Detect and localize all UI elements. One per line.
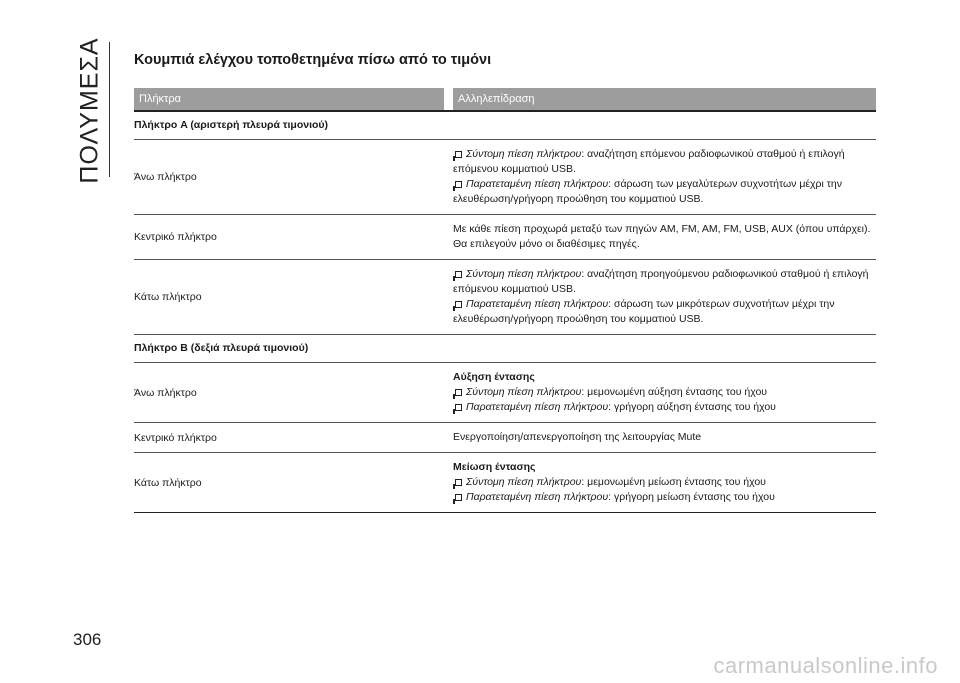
header-keys: Πλήκτρα xyxy=(134,88,444,110)
interaction-text: Με κάθε πίεση προχωρά μεταξύ των πηγών AM, FM, AM, FM, USB, AUX (όπου υπάρχει). Θα επιλεγούν μόνο οι διαθέσιμες πηγές. xyxy=(453,223,871,250)
interaction-cell xyxy=(453,453,876,512)
interaction-text: Ενεργοποίηση/απενεργοποίηση της λειτουργίας Mute xyxy=(453,431,702,443)
section-title: Πλήκτρο B (δεξιά πλευρά τιμονιού) xyxy=(134,335,876,363)
key-name: Κεντρικό πλήκτρο xyxy=(134,231,217,243)
interaction-cell xyxy=(453,215,876,259)
key-name: Άνω πλήκτρο xyxy=(134,386,197,399)
interaction-item xyxy=(453,177,876,207)
side-divider xyxy=(109,42,110,177)
press-type-label: Παρατεταμένη πίεση πλήκτρου xyxy=(466,298,609,310)
press-type-label: Παρατεταμένη πίεση πλήκτρου xyxy=(466,178,609,190)
press-action-text: : μεμονωμένη μείωση έντασης του ήχου xyxy=(581,476,766,488)
interaction-item xyxy=(453,147,876,177)
key-press-icon xyxy=(455,271,462,278)
interaction-cell xyxy=(453,363,876,422)
table-row xyxy=(134,453,876,513)
page-number: 306 xyxy=(73,630,102,649)
table-row xyxy=(134,215,876,260)
interaction-cell xyxy=(453,260,876,334)
press-action-text: : αναζήτηση επόμενου ραδιοφωνικού σταθμού ή επιλογή επόμενου κομματιού USB. xyxy=(453,148,845,175)
interaction-item xyxy=(453,267,876,297)
interaction-item xyxy=(453,385,876,400)
key-press-icon xyxy=(455,494,462,501)
interaction-item xyxy=(453,400,876,415)
interaction-item xyxy=(453,475,876,490)
interaction-item xyxy=(453,297,876,327)
interaction-cell xyxy=(453,140,876,214)
key-name: Άνω πλήκτρο xyxy=(134,171,197,183)
press-action-text: : γρήγορη μείωση έντασης του ήχου xyxy=(608,491,775,503)
press-type-label: Σύντομη πίεση πλήκτρου xyxy=(466,148,582,160)
key-press-icon xyxy=(455,301,462,308)
key-press-icon xyxy=(455,151,462,158)
press-action-text: : σάρωση των μικρότερων συχνοτήτων μέχρι την ελευθέρωση/γρήγορη προώθηση του κομματιού USB. xyxy=(453,298,835,325)
key-press-icon xyxy=(455,389,462,396)
key-name: Κεντρικό πλήκτρο xyxy=(134,431,217,444)
table-row xyxy=(134,260,876,335)
key-name: Κάτω πλήκτρο xyxy=(134,476,202,489)
watermark: carmanualsonline.info xyxy=(713,653,938,678)
press-type-label: Σύντομη πίεση πλήκτρου xyxy=(466,268,582,280)
key-press-icon xyxy=(455,181,462,188)
press-type-label: Παρατεταμένη πίεση πλήκτρου xyxy=(466,491,609,503)
main-content xyxy=(134,52,876,513)
action-title: Μείωση έντασης xyxy=(453,461,536,473)
key-press-icon xyxy=(455,479,462,486)
controls-table xyxy=(134,88,876,513)
key-name: Κάτω πλήκτρο xyxy=(134,291,202,303)
table-row xyxy=(134,140,876,215)
key-press-icon xyxy=(455,404,462,411)
press-action-text: : μεμονωμένη αύξηση έντασης του ήχου xyxy=(581,386,768,398)
table-header xyxy=(134,88,876,110)
table-body xyxy=(134,112,876,513)
header-interaction: Αλληλεπίδραση xyxy=(453,88,876,110)
press-action-text: : σάρωση των μεγαλύτερων συχνοτήτων μέχρι την ελευθέρωση/γρήγορη προώθηση του κομματιού USB. xyxy=(453,178,843,205)
table-row xyxy=(134,363,876,423)
action-title: Αύξηση έντασης xyxy=(453,371,535,383)
interaction-item xyxy=(453,490,876,505)
press-type-label: Παρατεταμένη πίεση πλήκτρου xyxy=(466,401,609,413)
side-chapter-title: ΠΟΛΥΜΕΣΑ xyxy=(75,36,104,184)
section-title: Πλήκτρο A (αριστερή πλευρά τιμονιού) xyxy=(134,112,876,140)
interaction-cell xyxy=(453,423,876,452)
table-row xyxy=(134,423,876,453)
press-type-label: Σύντομη πίεση πλήκτρου xyxy=(466,386,582,398)
press-action-text: : αναζήτηση προηγούμενου ραδιοφωνικού σταθμού ή επιλογή επόμενου κομματιού USB. xyxy=(453,268,869,295)
page-heading: Κουμπιά ελέγχου τοποθετημένα πίσω από το τιμόνι xyxy=(134,52,492,68)
press-type-label: Σύντομη πίεση πλήκτρου xyxy=(466,476,582,488)
press-action-text: : γρήγορη αύξηση έντασης του ήχου xyxy=(608,401,776,413)
